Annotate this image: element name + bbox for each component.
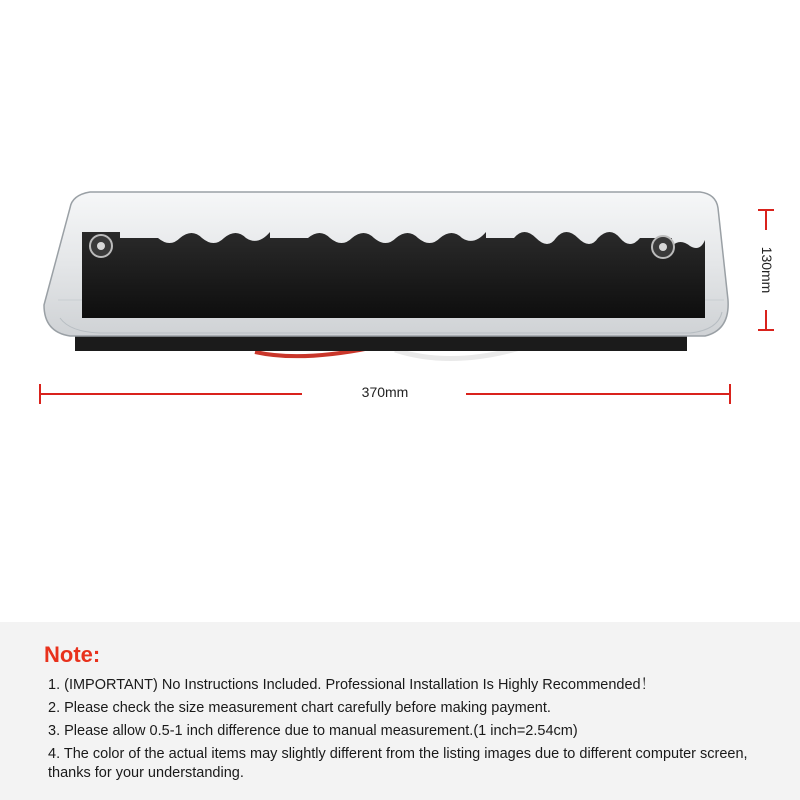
- note-item-2: 2. Please check the size measurement chart carefully before making payment.: [48, 700, 551, 716]
- note-title: Note:: [44, 642, 101, 667]
- note-list: [48, 676, 783, 787]
- height-dimension-label: 130mm: [759, 246, 775, 294]
- note-panel: [0, 622, 800, 800]
- width-dimension-label: 370mm: [330, 384, 440, 400]
- note-item-1: 1. (IMPORTANT) No Instructions Included. Professional Installation Is Highly Recommended！: [48, 677, 656, 693]
- note-item-4: 4. The color of the actual items may slightly different from the listing images due to different computer screen, thanks for your understanding.: [48, 746, 748, 781]
- note-item-3: 3. Please allow 0.5-1 inch difference due to manual measurement.(1 inch=2.54cm): [48, 723, 578, 739]
